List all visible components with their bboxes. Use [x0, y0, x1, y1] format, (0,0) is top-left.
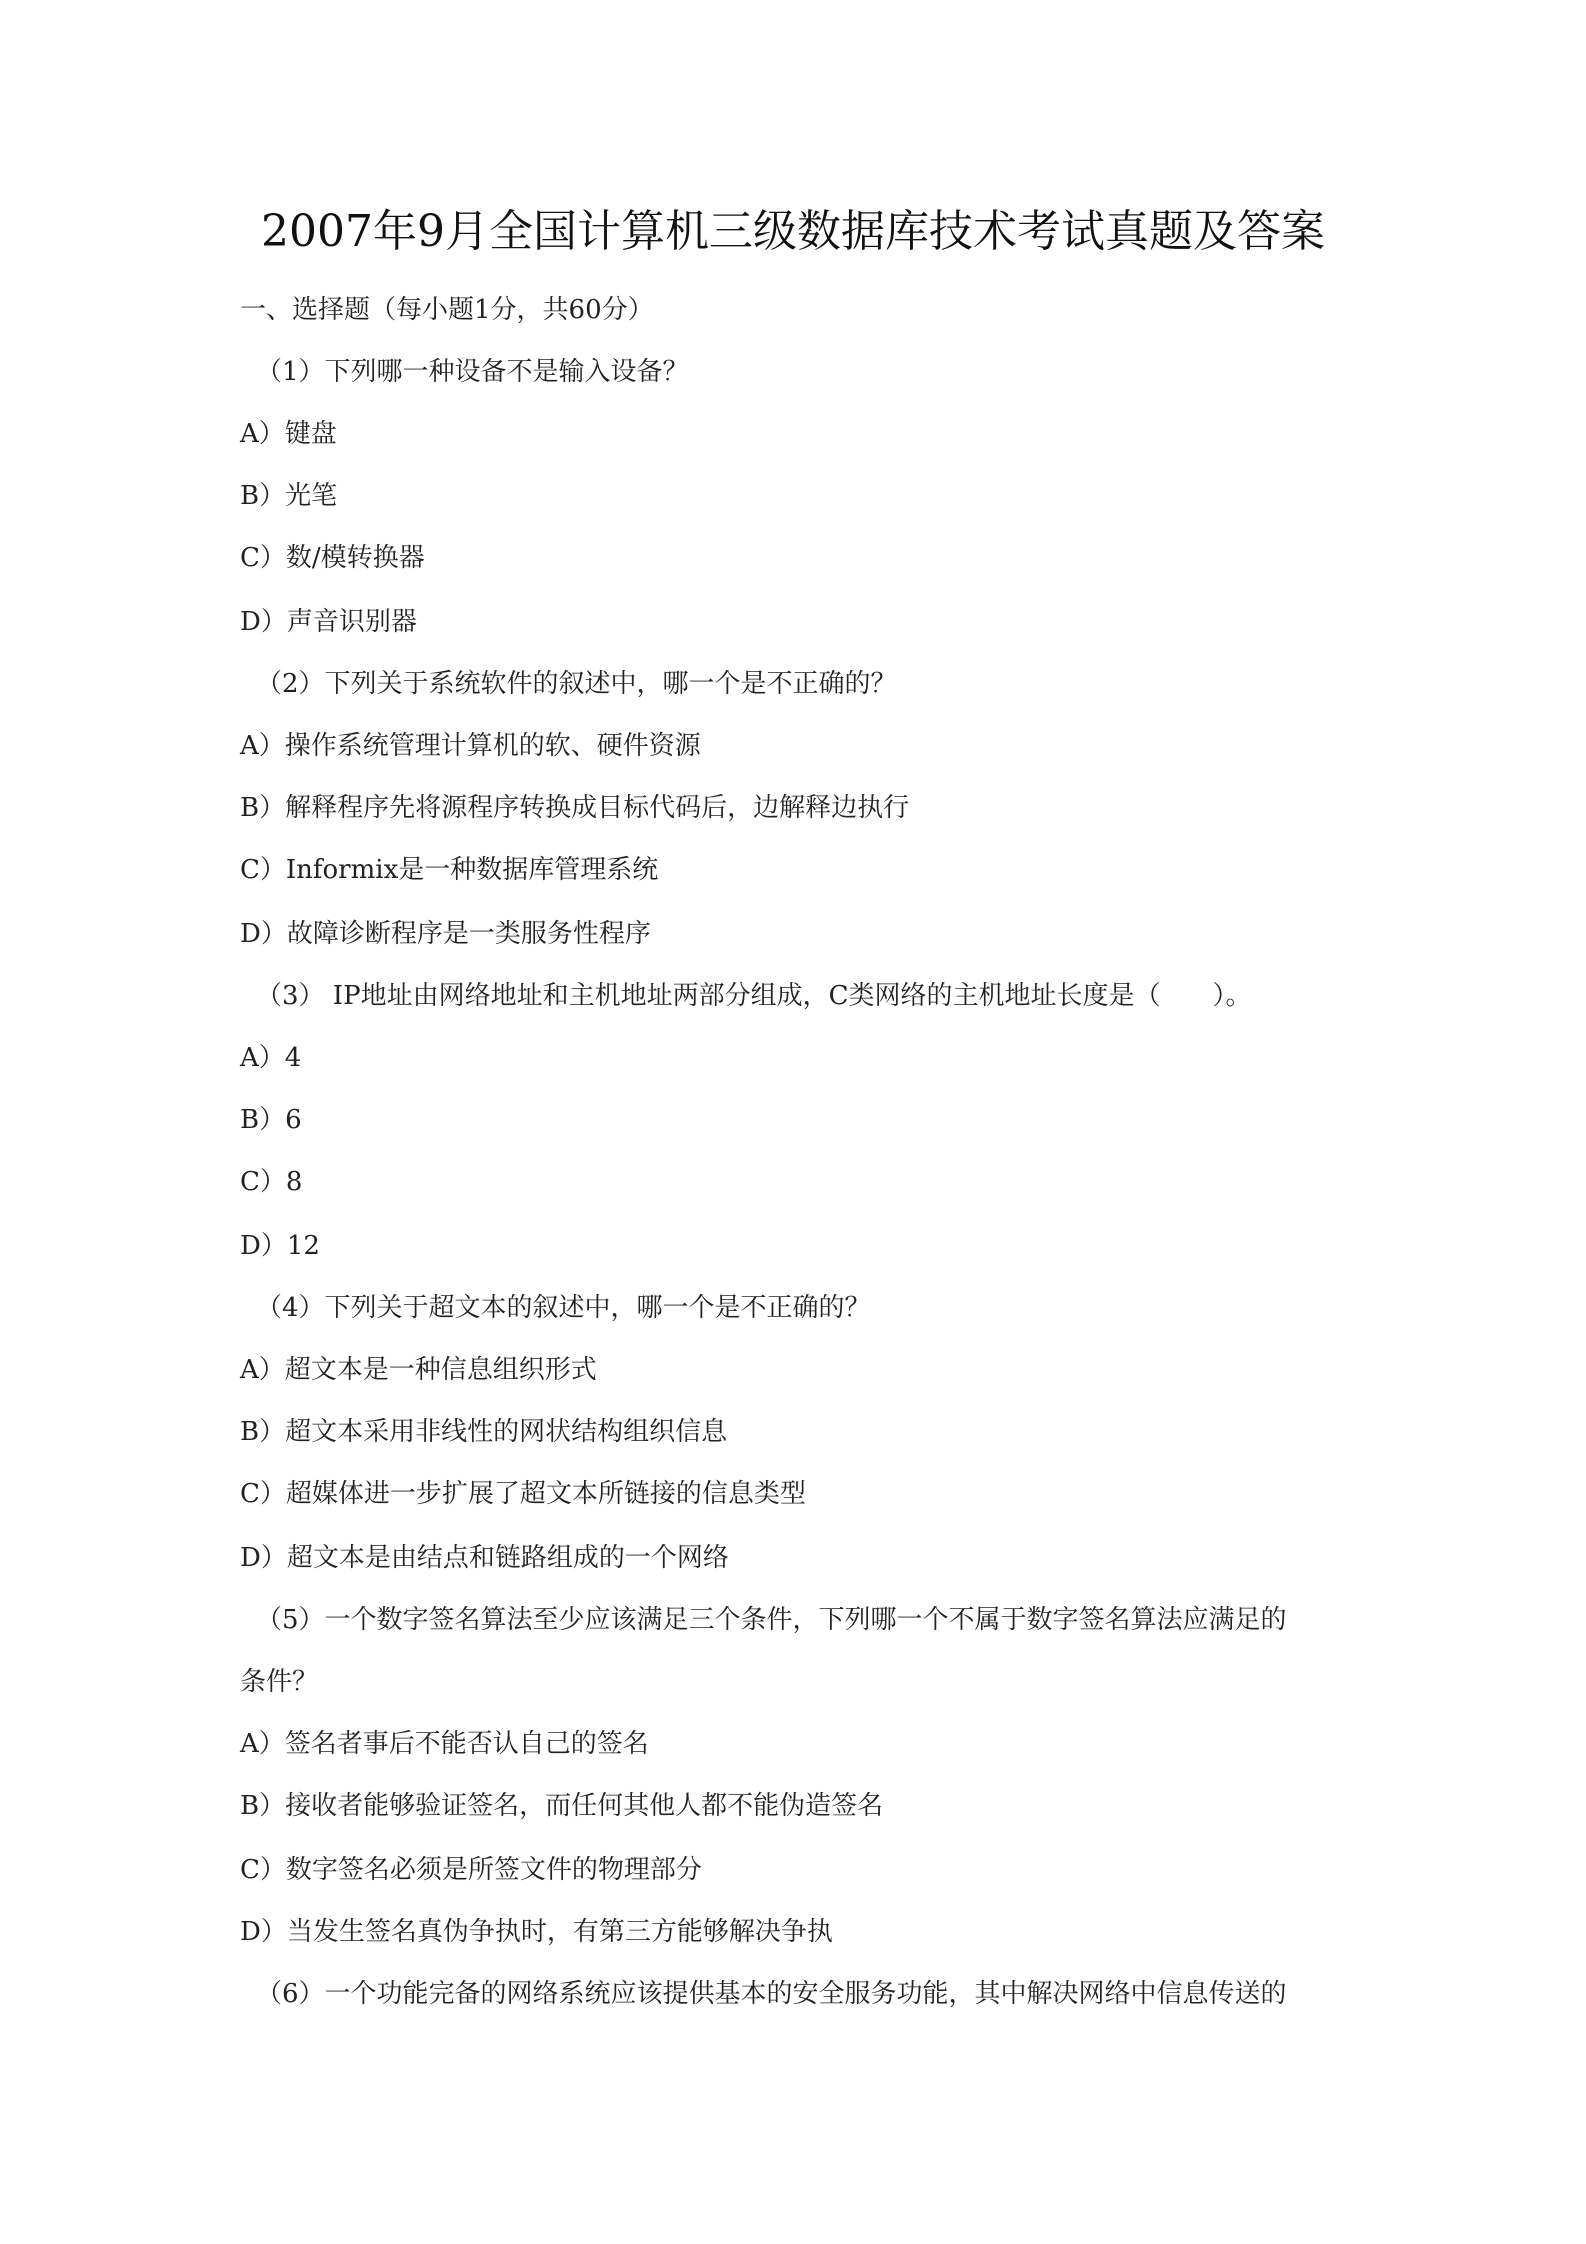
question-6-stem: （6）一个功能完备的网络系统应该提供基本的安全服务功能，其中解决网络中信息传送的	[256, 1979, 1287, 2009]
question-3-stem: （3） IP地址由网络地址和主机地址两部分组成，C类网络的主机地址长度是（ ）。	[256, 981, 1252, 1011]
question-3-option-d: D）12	[240, 1231, 320, 1261]
question-3-option-b: B）6	[240, 1105, 302, 1135]
question-5-stem: （5）一个数字签名算法至少应该满足三个条件，下列哪一个不属于数字签名算法应满足的	[256, 1605, 1287, 1635]
question-1-option-c: C）数/模转换器	[240, 543, 425, 573]
question-4-option-b: B）超文本采用非线性的网状结构组织信息	[240, 1417, 728, 1447]
question-1-stem: （1）下列哪一种设备不是输入设备？	[256, 357, 689, 387]
question-2-option-a: A）操作系统管理计算机的软、硬件资源	[240, 731, 701, 761]
question-1-option-b: B）光笔	[240, 481, 338, 511]
question-1-option-a: A）键盘	[240, 419, 337, 449]
question-4-stem: （4）下列关于超文本的叙述中，哪一个是不正确的？	[256, 1293, 871, 1323]
question-4-option-d: D）超文本是由结点和链路组成的一个网络	[240, 1543, 729, 1573]
question-2-option-b: B）解释程序先将源程序转换成目标代码后，边解释边执行	[240, 793, 910, 823]
question-3-option-a: A）4	[240, 1043, 302, 1073]
question-5-option-a: A）签名者事后不能否认自己的签名	[240, 1729, 649, 1759]
question-2-stem: （2）下列关于系统软件的叙述中，哪一个是不正确的？	[256, 669, 897, 699]
section-heading: 一、选择题（每小题1分，共60分）	[240, 295, 654, 325]
question-5-option-c: C）数字签名必须是所签文件的物理部分	[240, 1855, 702, 1885]
question-5-stem-continued: 条件？	[240, 1667, 319, 1697]
document-title: 2007年9月全国计算机三级数据库技术考试真题及答案	[261, 206, 1325, 257]
question-5-option-b: B）接收者能够验证签名，而任何其他人都不能伪造签名	[240, 1791, 884, 1821]
question-4-option-a: A）超文本是一种信息组织形式	[240, 1355, 597, 1385]
question-4-option-c: C）超媒体进一步扩展了超文本所链接的信息类型	[240, 1479, 806, 1509]
question-1-option-d: D）声音识别器	[240, 607, 417, 637]
question-2-option-c: C）Informix是一种数据库管理系统	[240, 855, 659, 885]
question-3-option-c: C）8	[240, 1167, 303, 1197]
question-2-option-d: D）故障诊断程序是一类服务性程序	[240, 919, 651, 949]
question-5-option-d: D）当发生签名真伪争执时，有第三方能够解决争执	[240, 1917, 833, 1947]
